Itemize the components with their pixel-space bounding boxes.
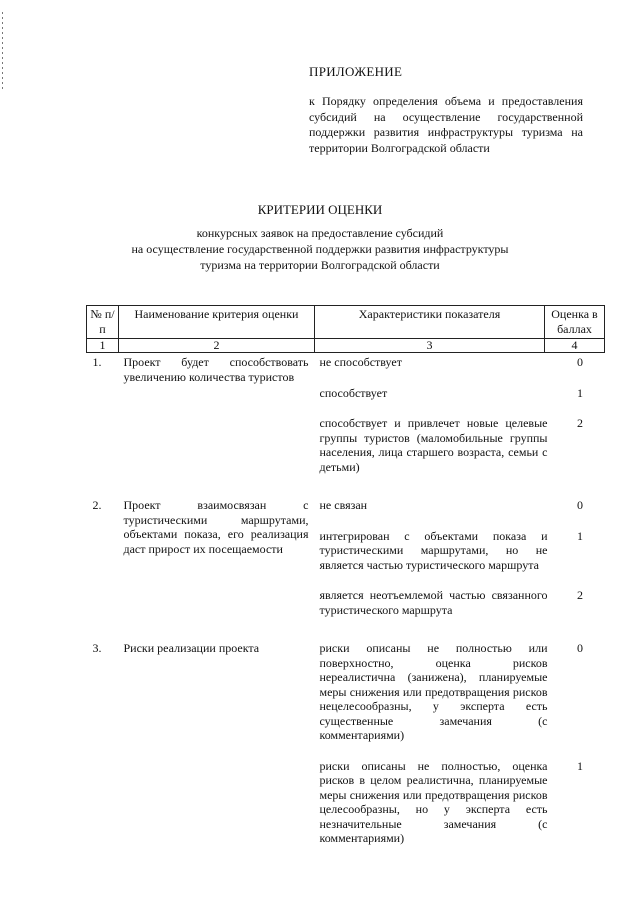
header-score: Оценка в баллах [545,306,605,339]
column-number: 1 [87,339,119,353]
option-item [320,641,603,743]
option-text: является неотъемлемой частью связанного туристического маршрута [319,588,548,617]
header-number: № п/п [87,306,119,339]
option-text: способствует и привлечет новые целевые группы туристов (маломобильные группы населения, лица старшего возраста, семьи с детьми) [319,416,548,474]
option-text: способствует [319,385,388,400]
column-number-row [87,339,605,353]
option-score: 2 [577,588,583,602]
criterion-options [315,496,605,639]
option-item [320,386,603,401]
option-text: не способствует [319,355,402,369]
criterion-name: Проект будет способствовать увеличению количества туристов [123,355,309,384]
option-item [320,588,603,617]
option-score: 0 [577,355,583,369]
column-number: 3 [315,339,545,353]
column-number: 4 [545,339,605,353]
subtitle-line: на осуществление государственной поддержки развития инфраструктуры [131,242,509,256]
scan-edge-mark [2,12,3,92]
row-number: 1. [92,355,102,369]
subtitle-line: туризма на территории Волгоградской области [200,258,440,272]
column-number: 2 [119,339,315,353]
header-characteristics: Характеристики показателя [315,306,545,339]
option-item [320,759,603,846]
criteria-table [86,305,605,846]
appendix-title: ПРИЛОЖЕНИЕ [309,64,403,79]
option-item [320,498,603,513]
option-score: 2 [577,416,583,430]
criteria-subtitle [80,225,560,273]
criterion-name: Проект взаимосвязан с туристическими маршрутами, объектами показа, его реализация даст прирост их посещаемости [123,498,309,556]
table-row [87,353,605,497]
criterion-options [315,353,605,497]
option-score: 1 [577,528,583,543]
appendix-text: к Порядку определения объема и предоставления субсидий на осуществление государственной поддержки развития инфраструктуры туризма на территории Волгоградской области [309,94,583,155]
criterion-options [315,639,605,846]
table-row [87,639,605,846]
option-text: интегрирован с объектами показа и туристическими маршрутами, но не является частью туристического маршрута [319,528,548,572]
option-item [320,355,603,370]
row-number: 2. [92,498,102,512]
header-criterion-name: Наименование критерия оценки [119,306,315,339]
row-number: 3. [92,641,102,655]
table-header-row [87,306,605,339]
option-text: риски описаны не полностью или поверхностно, оценка рисков нереалистична (занижена), планируемые меры снижения или предотвращения рисков нецелесообразны, у эксперта есть существенные замечания (с комментариями) [319,641,548,742]
criteria-title: КРИТЕРИИ ОЦЕНКИ [257,202,383,217]
option-text: не связан [319,498,368,512]
option-text: риски описаны не полностью, оценка рисков в целом реалистична, планируемые меры снижения или предотвращения рисков целесообразны, но у эксперта есть незначительные замечания (с комментариями) [319,758,548,845]
option-score: 0 [577,498,583,512]
subtitle-line: конкурсных заявок на предоставление субсидий [196,226,444,240]
option-score: 0 [577,641,583,655]
criterion-name: Риски реализации проекта [123,641,260,655]
option-item [320,529,603,573]
option-score: 1 [577,758,583,773]
table-row [87,496,605,639]
option-item [320,416,603,474]
option-score: 1 [577,385,583,400]
